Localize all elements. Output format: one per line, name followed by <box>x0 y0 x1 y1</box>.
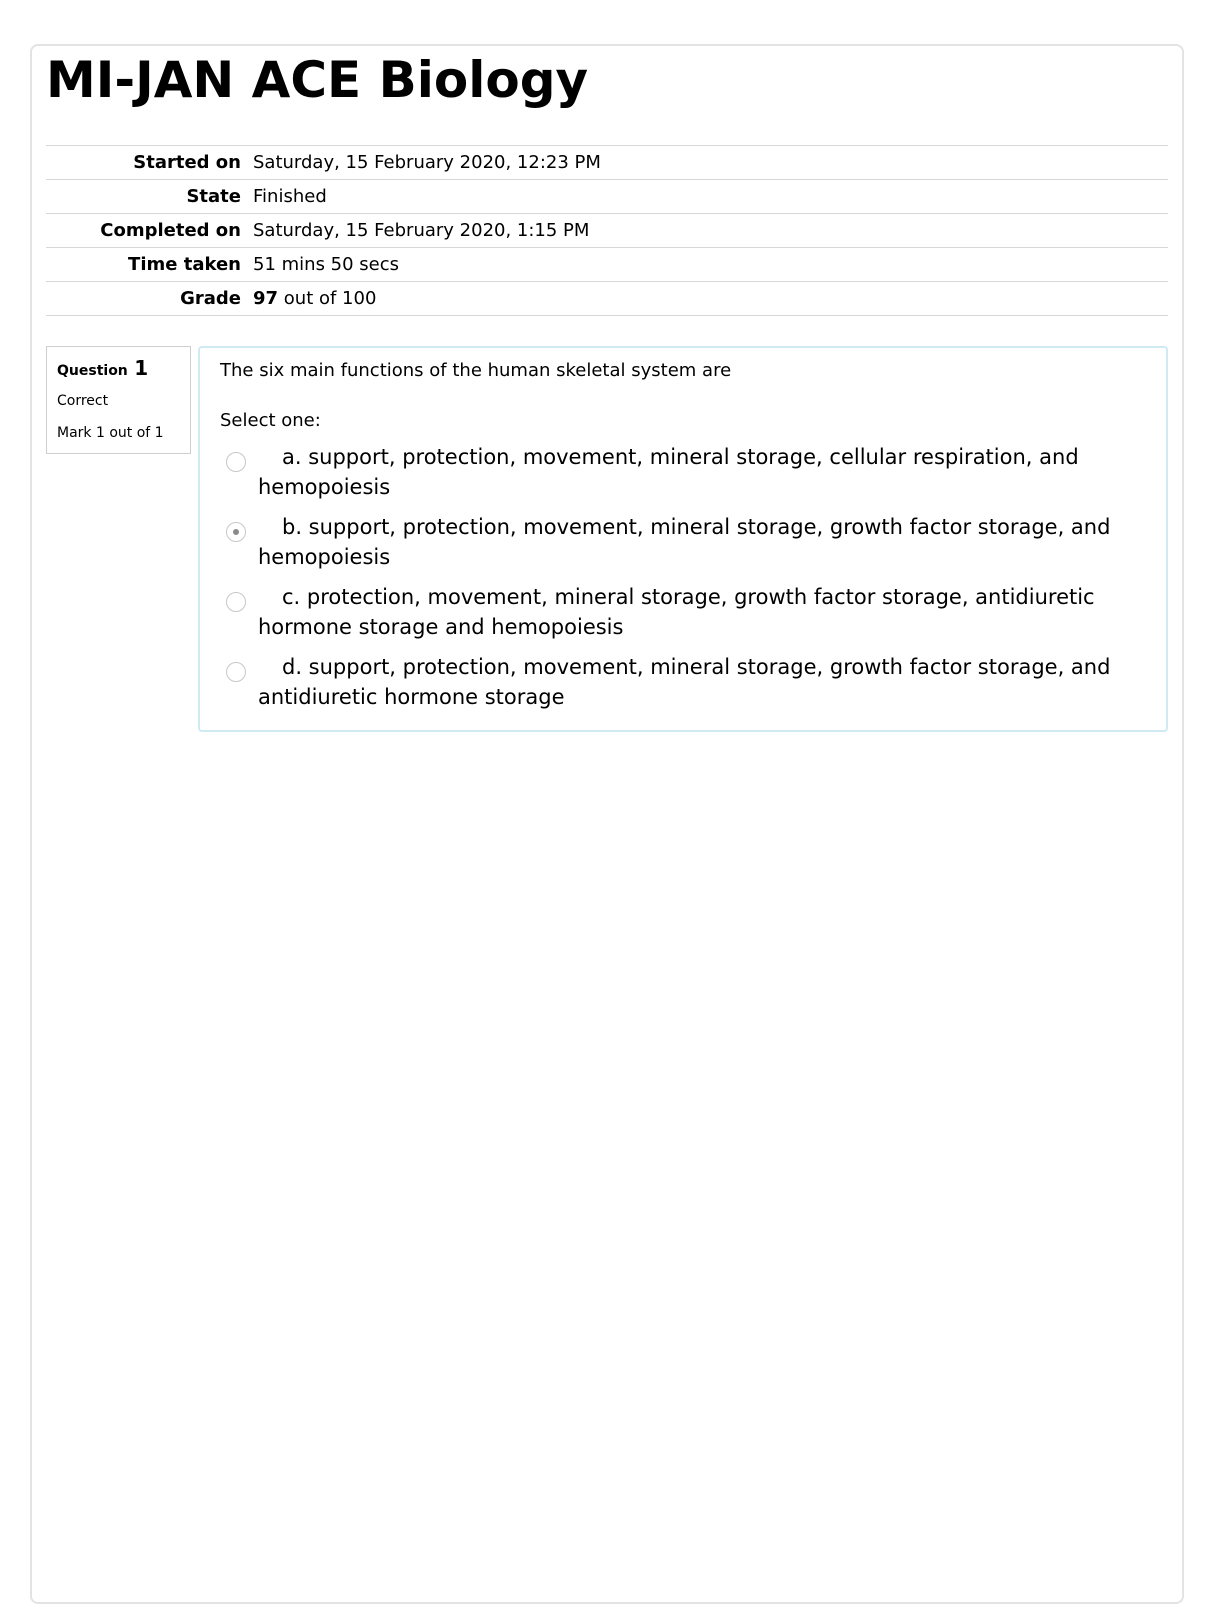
grade-score: 97 <box>253 288 279 309</box>
summary-row-state <box>46 180 1168 214</box>
grade-suffix: out of 100 <box>278 288 377 309</box>
question-text: The six main functions of the human skeletal system are <box>220 360 732 381</box>
radio-button-b[interactable] <box>226 522 246 542</box>
radio-button-a[interactable] <box>226 452 246 472</box>
question-status: Correct <box>57 393 109 409</box>
answer-text-a: a. support, protection, movement, mineral storage, cellular respiration, and hemopoiesis <box>258 445 1079 499</box>
summary-row-grade <box>46 282 1168 316</box>
question-mark: Mark 1 out of 1 <box>57 425 164 441</box>
quiz-summary-table <box>46 145 1168 316</box>
completed-label: Completed on <box>100 220 241 241</box>
grade-value <box>249 282 1168 316</box>
completed-value: Saturday, 15 February 2020, 1:15 PM <box>253 220 590 241</box>
select-one-prompt: Select one: <box>220 410 321 431</box>
summary-row-time <box>46 248 1168 282</box>
question-info-box <box>46 346 191 454</box>
state-value: Finished <box>253 186 327 207</box>
question-label: Question <box>57 363 128 379</box>
started-value: Saturday, 15 February 2020, 12:23 PM <box>253 152 601 173</box>
summary-row-completed <box>46 214 1168 248</box>
time-taken-label: Time taken <box>128 254 241 275</box>
state-label: State <box>186 186 241 207</box>
radio-button-c[interactable] <box>226 592 246 612</box>
question-number: 1 <box>134 356 149 380</box>
answer-text-b: b. support, protection, movement, mineral storage, growth factor storage, and hemopoiesis <box>258 515 1111 569</box>
page-title: MI-JAN ACE Biology <box>46 51 589 109</box>
question-content-box <box>198 346 1168 732</box>
answer-text-c: c. protection, movement, mineral storage, growth factor storage, antidiuretic hormone storage and hemopoiesis <box>258 585 1095 639</box>
answer-text-d: d. support, protection, movement, mineral storage, growth factor storage, and antidiuretic hormone storage <box>258 655 1111 709</box>
summary-row-started <box>46 146 1168 180</box>
started-label: Started on <box>133 152 241 173</box>
radio-button-d[interactable] <box>226 662 246 682</box>
time-taken-value: 51 mins 50 secs <box>253 254 400 275</box>
grade-label: Grade <box>180 288 241 309</box>
